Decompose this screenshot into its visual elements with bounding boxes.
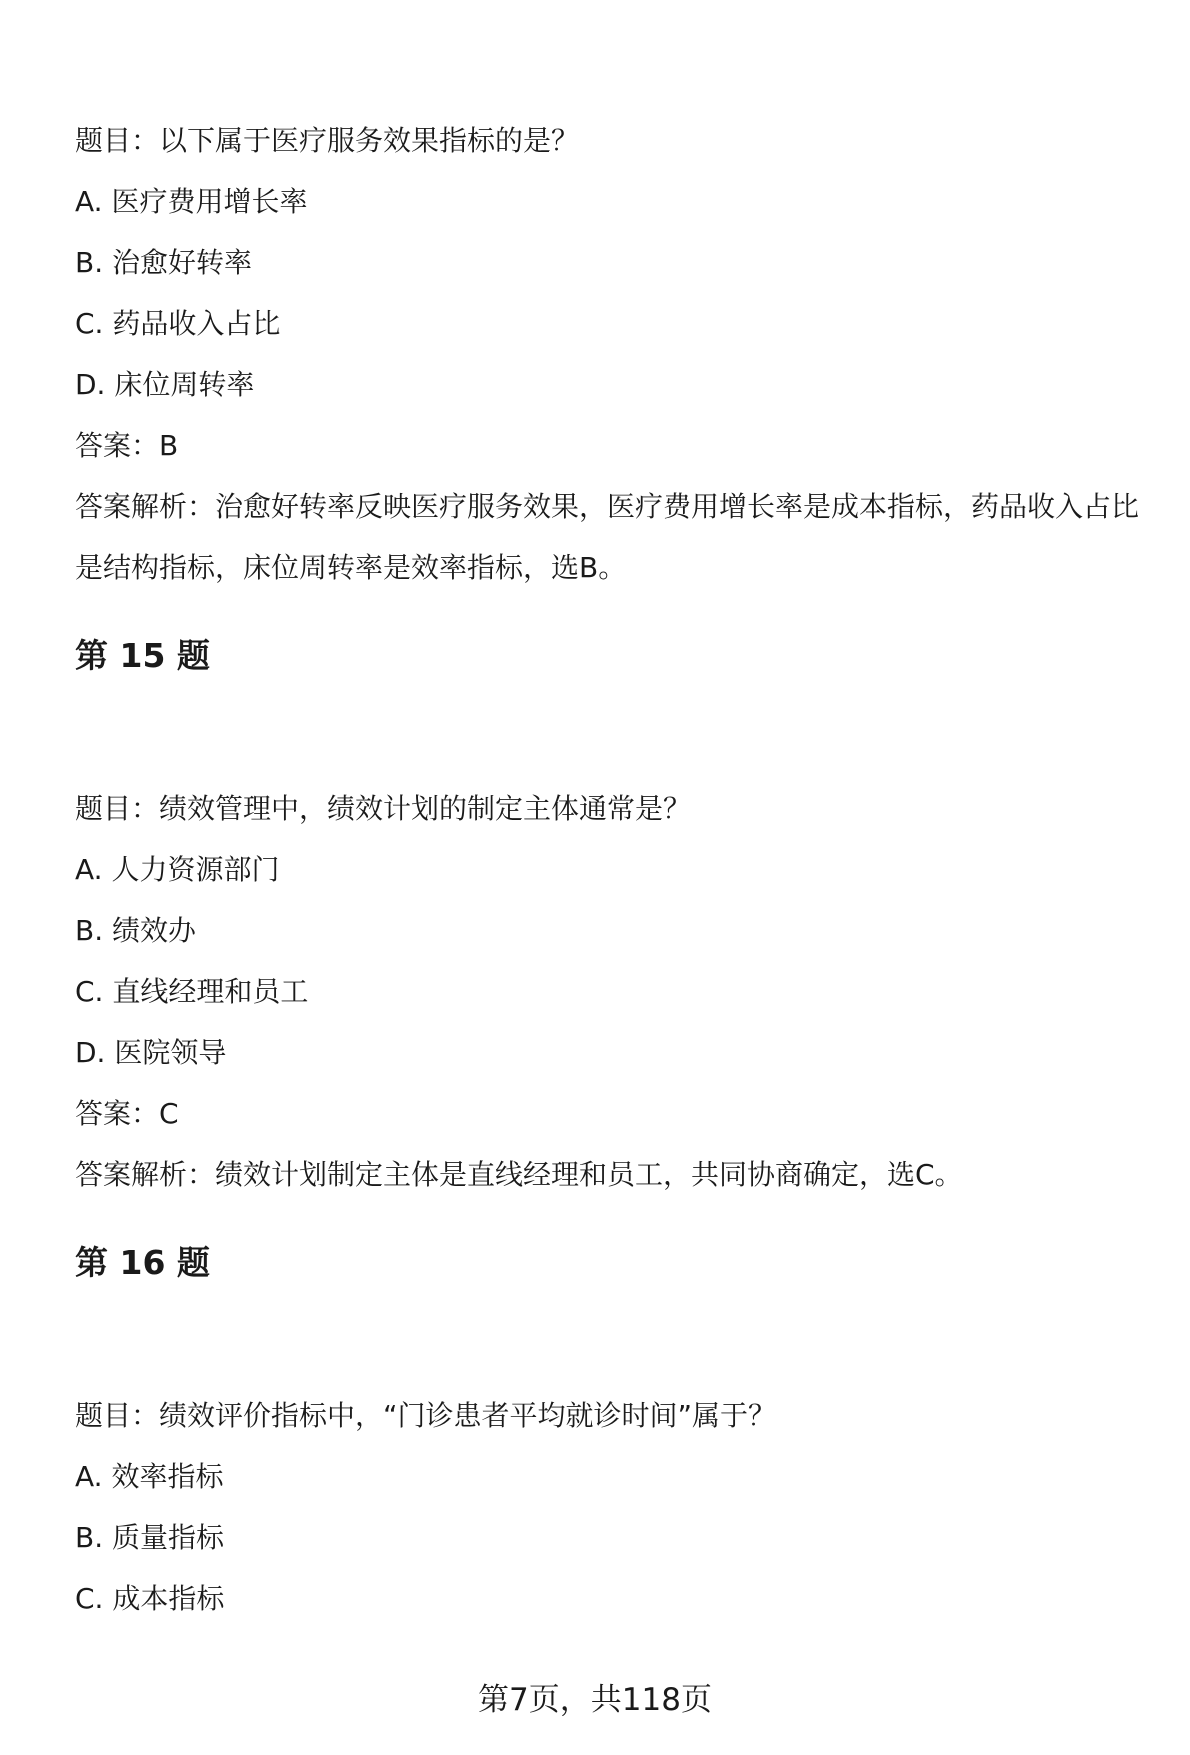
question-text: 题目：绩效评价指标中，“门诊患者平均就诊时间”属于？	[75, 1399, 777, 1432]
option-d: D. 床位周转率	[75, 368, 255, 401]
answer-text: 答案：B	[75, 429, 179, 462]
answer-analysis: 答案解析：绩效计划制定主体是直线经理和员工，共同协商确定，选C。	[75, 1158, 963, 1191]
document-page	[75, 110, 1165, 1629]
answer-text: 答案：C	[75, 1097, 179, 1130]
answer-analysis: 答案解析：治愈好转率反映医疗服务效果，医疗费用增长率是成本指标，药品收入占比是结构指标，床位周转率是效率指标，选B。	[75, 490, 1140, 584]
option-b: B. 治愈好转率	[75, 246, 253, 279]
option-b: B. 绩效办	[75, 914, 197, 947]
page-number: 第7页，共118页	[478, 1682, 712, 1718]
option-c: C. 直线经理和员工	[75, 975, 309, 1008]
option-c: C. 成本指标	[75, 1582, 225, 1615]
option-a: A. 医疗费用增长率	[75, 185, 308, 218]
option-b: B. 质量指标	[75, 1521, 225, 1554]
question-heading: 第 16 题	[75, 1243, 210, 1282]
question-heading: 第 15 题	[75, 636, 210, 675]
question-text: 题目：以下属于医疗服务效果指标的是？	[75, 124, 580, 157]
question-text: 题目：绩效管理中，绩效计划的制定主体通常是？	[75, 792, 692, 825]
option-a: A. 效率指标	[75, 1460, 224, 1493]
option-a: A. 人力资源部门	[75, 853, 280, 886]
option-c: C. 药品收入占比	[75, 307, 281, 340]
option-d: D. 医院领导	[75, 1036, 227, 1069]
